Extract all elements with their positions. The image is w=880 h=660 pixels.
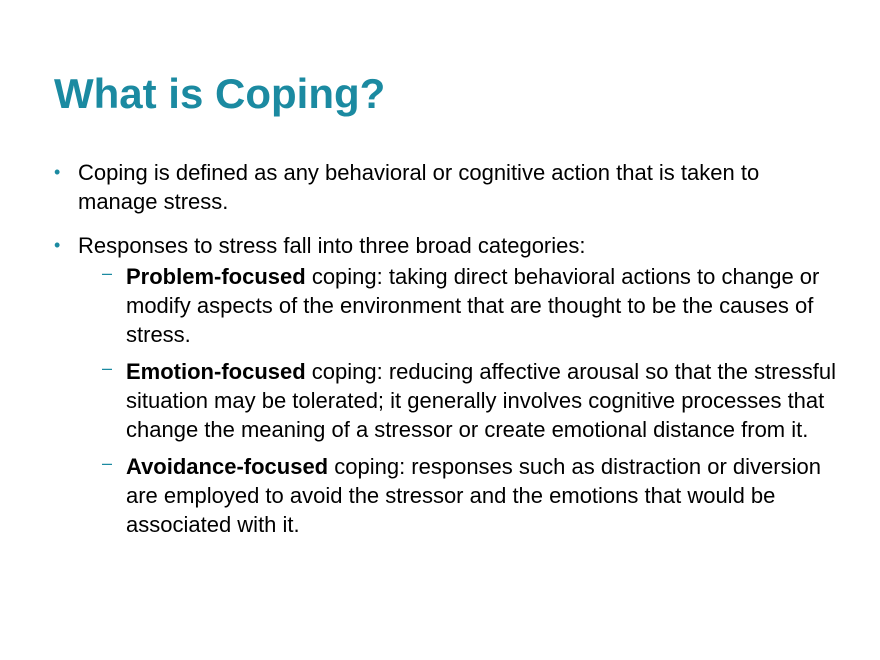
category-description: coping: reducing affective arousal so that the stressful situation may be tolerated; it generally involves cognitive processes that change the meaning of a stressor or create emotional distance from it. [126, 359, 837, 442]
bullet-dot-icon: • [54, 162, 61, 182]
bullet-text: Coping is defined as any behavioral or cognitive action that is taken to manage stress. [78, 160, 760, 214]
dash-bullet-icon: – [102, 263, 113, 283]
category-list [78, 262, 844, 539]
category-description: coping: taking direct behavioral actions to change or modify aspects of the environment that are thought to be the causes of stress. [126, 264, 820, 347]
bullet-item-categories [54, 231, 844, 539]
bullet-item-definition [54, 158, 844, 216]
sub-item-problem-focused [102, 262, 844, 349]
category-term: Avoidance-focused [126, 454, 329, 479]
category-term: Problem-focused [126, 264, 306, 289]
dash-bullet-icon: – [102, 358, 113, 378]
bullet-text: Responses to stress fall into three broad categories: [78, 233, 586, 258]
sub-item-avoidance-focused [102, 452, 844, 539]
sub-item-emotion-focused [102, 357, 844, 444]
category-term: Emotion-focused [126, 359, 306, 384]
slide-content [54, 158, 844, 539]
category-description: coping: responses such as distraction or diversion are employed to avoid the stressor and the emotions that would be associated with it. [126, 454, 821, 537]
dash-bullet-icon: – [102, 453, 113, 473]
bullet-dot-icon: • [54, 235, 61, 255]
slide-title: What is Coping? [54, 70, 386, 117]
